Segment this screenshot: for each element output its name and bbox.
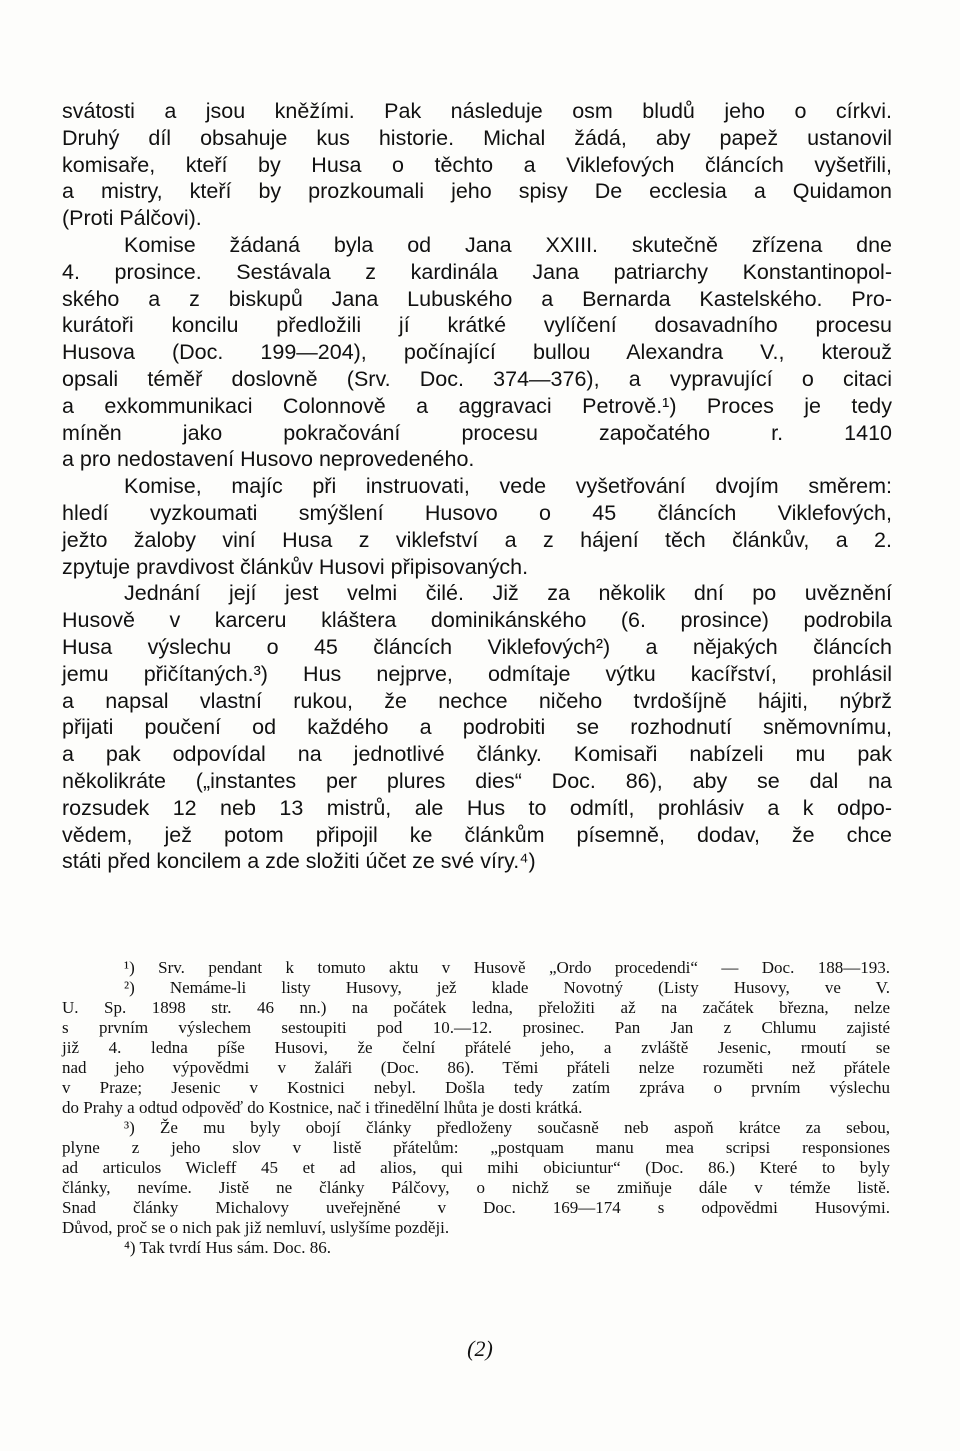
text-line: (Proti Pálčovi). xyxy=(62,206,202,231)
text-line: a napsal vlastní rukou, že nechce ničeho tvrdošíjně hájiti, nýbrž xyxy=(62,688,892,713)
main-text xyxy=(62,98,892,875)
footnote-line: Důvod, proč se o nich pak již nemluví, uslyšíme později. xyxy=(62,1218,450,1237)
text-line: kurátoři koncilu předložili jí krátké vylíčení dosavadního procesu xyxy=(62,313,892,338)
text-line: a pro nedostavení Husovo neprovedeného. xyxy=(62,447,475,472)
text-line: opsali téměř doslovně (Srv. Doc. 374—376), a vypravující o citaci xyxy=(62,366,892,391)
footnote-line: do Prahy a odtud odpověď do Kostnice, nač i třinedělní lhůta je dosti krátká. xyxy=(62,1098,583,1117)
footnote-line: v Praze; Jesenic v Kostnici nebyl. Došla tedy zatím zpráva o prvním výslechu xyxy=(62,1078,890,1097)
text-line: zpytuje pravdivost článkův Husovi připisovaných. xyxy=(62,554,529,579)
footnote-line: ¹) Srv. pendant k tomuto aktu v Husově „Ordo procedendi“ — Doc. 188—193. xyxy=(124,958,890,977)
footnotes xyxy=(62,958,890,1258)
footnote-line: ²) Nemáme-li listy Husovy, jež klade Novotný (Listy Husovy, ve V. xyxy=(124,978,890,997)
footnote-line: Snad články Michalovy uveřejněné v Doc. 169—174 s odpovědmi Husovými. xyxy=(62,1198,890,1217)
text-line: ského a z biskupů Jana Lubuského a Bernarda Kastelského. Pro- xyxy=(62,286,892,311)
footnote-line: ³) Že mu byly obojí články předloženy současně neb aspoň krátce za sebou, xyxy=(124,1118,890,1137)
footnote-line: plyne z jeho slov v listě přátelům: „postquam manu mea scripsi responsiones xyxy=(62,1138,890,1157)
text-line: Jednání její jest velmi čilé. Již za několik dní po uvěznění xyxy=(124,581,892,606)
text-line: a pak odpovídal na jednotlivé články. Komisaři nabízeli mu pak xyxy=(62,742,892,767)
footnote-line: U. Sp. 1898 str. 46 nn.) na počátek ledna, přeložiti až na začátek března, nelze xyxy=(62,998,890,1017)
text-line: Husova (Doc. 199—204), počínající bullou Alexandra V., kterouž xyxy=(62,340,892,365)
text-line: jemu přičítaných.³) Hus nejprve, odmítaje výtku kacířství, prohlásil xyxy=(62,661,892,686)
text-line: Komise, majíc při instruovati, vede vyšetřování dvojím směrem: xyxy=(124,474,892,499)
footnote-line: s prvním výslechem sestoupiti pod 10.—12. prosinec. Pan Jan z Chlumu zajisté xyxy=(62,1018,890,1037)
text-line: Komise žádaná byla od Jana XXIII. skutečně zřízena dne xyxy=(124,232,892,257)
footnote-line: články, nevíme. Jistě ne články Pálčovy, o nichž se zmiňuje dále v témže listě. xyxy=(62,1178,890,1197)
text-line: hledí vyzkoumati smýšlení Husovo o 45 článcích Viklefových, xyxy=(62,500,892,525)
text-line: přijati poučení od každého a podrobiti se rozhodnutí sněmovnímu, xyxy=(62,715,892,740)
footnote-line: již 4. ledna píše Husovi, že čelní přátelé jeho, a zvláště Jesenic, rmoutí se xyxy=(62,1038,890,1057)
text-line: Husově v karceru kláštera dominikánského (6. prosince) podrobila xyxy=(62,608,892,633)
text-line: svátosti a jsou kněžími. Pak následuje osm bludů jeho o církvi. xyxy=(62,99,892,123)
text-line: vědem, jež potom připojil ke článkům písemně, dodav, že chce xyxy=(62,822,892,847)
text-line: a mistry, kteří by prozkoumali jeho spisy De ecclesia a Quidamon xyxy=(62,179,892,204)
text-line: státi před koncilem a zde složiti účet ze své víry.⁴) xyxy=(62,849,536,874)
text-line: a exkommunikaci Colonnově a aggravaci Petrově.¹) Proces je tedy xyxy=(62,393,892,418)
page-number: (2) xyxy=(467,1336,493,1361)
footnote-line: nad jeho výpovědmi v žaláři (Doc. 86). Těmi přáteli nelze rozuměti než přátele xyxy=(62,1058,890,1077)
text-line: míněn jako pokračování procesu započatého r. 1410 xyxy=(62,420,892,445)
text-line: rozsudek 12 neb 13 mistrů, ale Hus to odmítl, prohlásiv a k odpo- xyxy=(62,795,892,820)
footnote-line: ad articulos Wicleff 45 et ad alios, qui mihi obiciuntur“ (Doc. 86.) Které to byly xyxy=(62,1158,890,1177)
text-line: Druhý díl obsahuje kus historie. Michal žádá, aby papež ustanovil xyxy=(62,125,892,150)
text-line: 4. prosince. Sestávala z kardinála Jana patriarchy Konstantinopol- xyxy=(62,259,892,284)
text-line: několikráte („instantes per plures dies“ Doc. 86), aby se dal na xyxy=(62,768,892,793)
text-line: komisaře, kteří by Husa o těchto a Viklefových článcích vyšetřili, xyxy=(62,152,892,177)
footnote-line: ⁴) Tak tvrdí Hus sám. Doc. 86. xyxy=(124,1238,331,1257)
text-line: ježto žaloby viní Husa z viklefství a z hájení těch článkův, a 2. xyxy=(62,527,892,552)
text-line: Husa výslechu o 45 článcích Viklefových²) a nějakých článcích xyxy=(62,634,892,659)
